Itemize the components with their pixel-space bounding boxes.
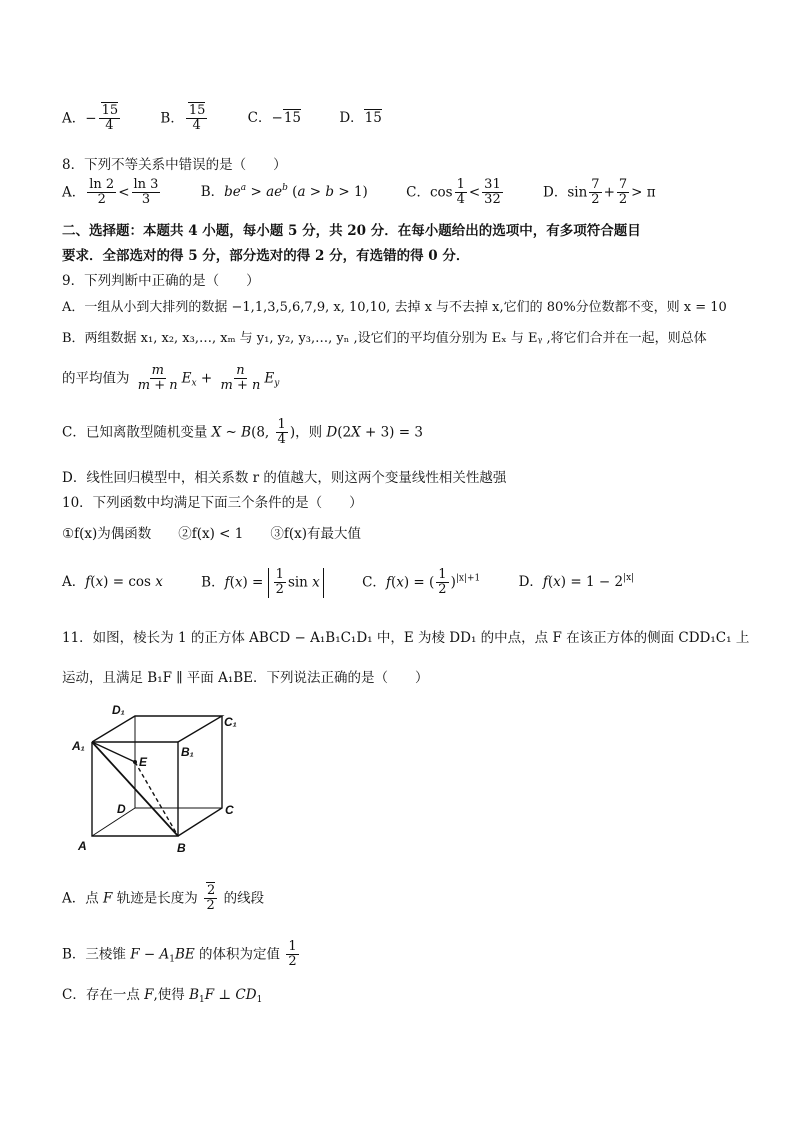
section2-instructions-line2: 要求．全部选对的得 5 分，部分选对的得 2 分，有选错的得 0 分． [62, 248, 470, 264]
cube-right-face [178, 716, 222, 836]
q9-option-b-line1: B．两组数据 x₁, x₂, x₃,…, xₘ 与 y₁, y₂, y₃,…, yₙ ,设它们的平均值分别为 Eₓ 与 Eᵧ ,将它们合并在一起，则总体 [62, 331, 707, 346]
label-b1: B₁ [181, 745, 194, 759]
q7-option-b: B． $\frac{15}{4}$ [160, 103, 206, 134]
q10-conditions: ①f(x)为偶函数 ②f(x) < 1 ③f(x)有最大值 [62, 526, 362, 542]
cube-figure [60, 700, 250, 860]
q8-option-c: C．cos $\frac{1}{4}$ < $\frac{31}{32}$ [406, 177, 501, 208]
label-a1: A₁ [72, 739, 85, 753]
q10-option-d: D．$f(x) = 1 - 2^{|x|}$ [518, 573, 635, 591]
segment-a1-e [92, 742, 135, 762]
q11-option-b: B．三棱锥 $F - A_1BE$ 的体积为定值 $\frac{1}{2}$ [62, 939, 297, 970]
q8-option-d: D．sin $\frac{7}{2}$ + $\frac{7}{2}$ > π [543, 177, 656, 208]
q7-option-d: D．15 [339, 110, 382, 127]
q10-option-a: A．f(x) = cos x [62, 574, 163, 591]
cube-top-face [92, 716, 222, 742]
segment-e-b [135, 762, 178, 836]
edge-d-a [92, 808, 135, 836]
q11-option-c: C．存在一点 F,使得 $B_1F$ ⊥ $CD_1$ [62, 987, 263, 1005]
q7-option-a: A．− $\frac{15}{4}$ [62, 103, 119, 134]
q10-option-b: B．f(x) = $\frac{1}{2}$ sin x [201, 568, 324, 598]
q9-option-a: A．一组从小到大排列的数据 −1,1,3,5,6,7,9, x, 10,10, 去掉 x 与不去掉 x,它们的 80%分位数都不变，则 x = 10 [62, 300, 727, 315]
q8-option-a: A． $\frac{\ln 2}{2}$ < $\frac{\ln 3}{3}$ [62, 177, 159, 208]
q8-option-b: B．$be^a > ae^b$ (a > b > 1) [200, 183, 368, 201]
label-d: D [117, 802, 126, 816]
q11-stem-line1: 11．如图，棱长为 1 的正方体 ABCD − A₁B₁C₁D₁ 中，E 为棱 DD₁ 的中点，点 F 在该正方体的侧面 CDD₁C₁ 上 [62, 630, 750, 646]
q7-options [62, 104, 416, 134]
label-a: A [78, 839, 87, 853]
label-e: E [139, 755, 148, 769]
section2-instructions-line1: 二、选择题：本题共 4 小题，每小题 5 分，共 20 分．在每小题给出的选项中，有多项符合题目 [62, 223, 641, 239]
q11-option-a: A．点 F 轨迹是长度为 $\frac{2}{2}$ 的线段 [62, 883, 265, 914]
point-e [133, 760, 137, 764]
q9-option-d: D．线性回归模型中，相关系数 r 的值越大，则这两个变量线性相关性越强 [62, 470, 507, 486]
q8-options [62, 178, 690, 208]
label-d1: D₁ [112, 703, 125, 717]
q9-option-c: C．已知离散型随机变量 X ~ B(8, $\frac{1}{4}$ )，则 D(2X + 3) = 3 [62, 417, 423, 448]
q8-stem: 8．下列不等关系中错误的是（ ） [62, 157, 287, 173]
q11-stem-line2: 运动，且满足 B₁F ∥ 平面 A₁BE．下列说法正确的是（ ） [62, 670, 429, 686]
q9-stem: 9．下列判断中正确的是（ ） [62, 273, 260, 289]
label-c: C [225, 803, 234, 817]
q10-option-c: C．f(x) = ( $\frac{1}{2}$ )$^{|x|+1}$ [362, 567, 481, 598]
label-b: B [177, 841, 186, 855]
q10-stem: 10．下列函数中均满足下面三个条件的是（ ） [62, 495, 363, 511]
q10-options [62, 568, 668, 598]
label-c1: C₁ [224, 715, 237, 729]
q9-option-b-line2: 的平均值为 $\frac{m}{m + n}$ $E_x$ + $\frac{n}{m + n}$ $E_y$ [62, 363, 280, 394]
q7-option-c: C．−15 [247, 110, 302, 127]
